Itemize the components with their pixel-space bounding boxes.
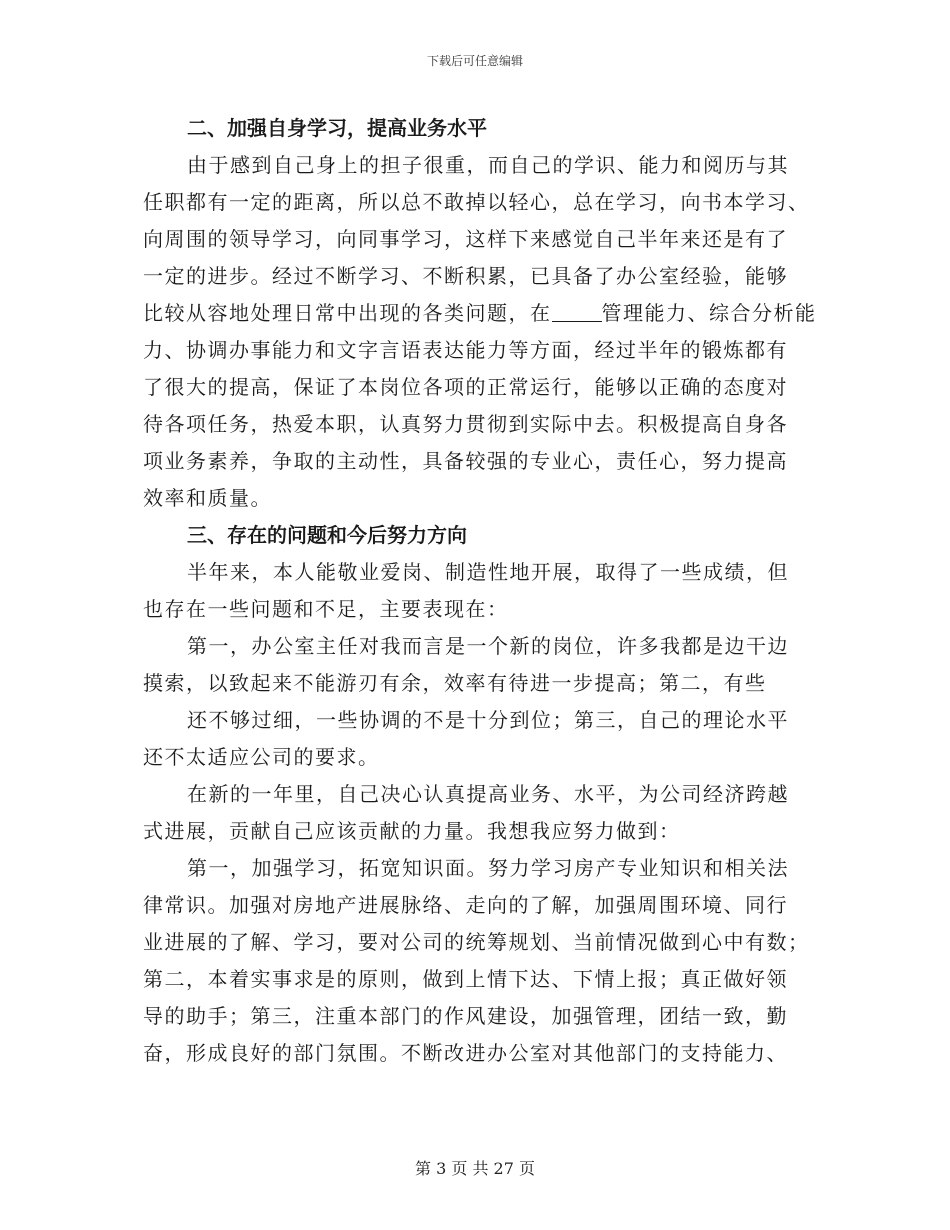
- text-line: 半年来，本人能敬业爱岗、制造性地开展，取得了一些成绩，但: [187, 560, 789, 584]
- section-heading-2: 二、加强自身学习，提高业务水平: [187, 116, 487, 140]
- text-segment: 比较从容地处理日常中出现的各类问题，在: [143, 301, 552, 325]
- text-line: 还不太适应公司的要求。: [143, 745, 380, 769]
- section-heading-3: 三、存在的问题和今后努力方向: [187, 523, 467, 547]
- section2-paragraph: [143, 147, 817, 517]
- text-line: 待各项任务，热爱本职，认真努力贯彻到实际中去。积极提高自身各: [143, 412, 788, 436]
- text-line: 导的助手；第三，注重本部门的作风建设，加强管理，团结一致，勤: [143, 1004, 788, 1028]
- page-number-footer: 第 3 页 共 27 页: [415, 1159, 535, 1178]
- text-segment: 管理能力、综合分析能: [601, 301, 817, 325]
- document-body: [143, 110, 817, 1072]
- section3-paragraph-3: [143, 702, 807, 776]
- text-line: 式进展，贡献自己应该贡献的力量。我想我应努力做到：: [143, 819, 681, 843]
- text-line: 项业务素养，争取的主动性，具备较强的专业心，责任心，努力提高: [143, 449, 788, 473]
- section3-paragraph-2: [143, 628, 807, 702]
- text-line: 律常识。加强对房地产进展脉络、走向的了解，加强周围环境、同行: [143, 893, 788, 917]
- text-line: 第二，本着实事求是的原则，做到上情下达、下情上报；真正做好领: [143, 967, 788, 991]
- page-header-note: 下载后可任意编辑: [426, 54, 523, 68]
- section3-paragraph-4: [143, 776, 807, 850]
- text-line: 任职都有一定的距离，所以总不敢掉以轻心，总在学习，向书本学习、: [143, 190, 810, 214]
- text-line: [143, 295, 817, 332]
- text-line: 向周围的领导学习，向同事学习，这样下来感觉自己半年来还是有了: [143, 227, 788, 251]
- text-line: 第一，加强学习，拓宽知识面。努力学习房产专业知识和相关法: [187, 856, 789, 880]
- text-line: 业进展的了解、学习，要对公司的统筹规划、当前情况做到心中有数；: [143, 930, 810, 954]
- text-line: 也存在一些问题和不足，主要表现在：: [143, 597, 509, 621]
- text-line: 一定的进步。经过不断学习、不断积累，已具备了办公室经验，能够: [143, 264, 788, 288]
- text-line: 了很大的提高，保证了本岗位各项的正常运行，能够以正确的态度对: [143, 375, 788, 399]
- text-line: 还不够过细，一些协调的不是十分到位；第三，自己的理论水平: [187, 708, 789, 732]
- section3-paragraph-5: [143, 850, 810, 1072]
- text-line: 摸索，以致起来不能游刃有余，效率有待进一步提高；第二，有些: [143, 671, 767, 695]
- blank-underline: [552, 301, 602, 322]
- text-line: 在新的一年里，自己决心认真提高业务、水平，为公司经济跨越: [187, 782, 789, 806]
- text-line: 效率和质量。: [143, 486, 272, 510]
- section3-paragraph-1: [143, 554, 807, 628]
- text-line: 由于感到自己身上的担子很重，而自己的学识、能力和阅历与其: [187, 153, 789, 177]
- text-line: 第一，办公室主任对我而言是一个新的岗位，许多我都是边干边: [187, 634, 789, 658]
- text-line: 奋，形成良好的部门氛围。不断改进办公室对其他部门的支持能力、: [143, 1041, 788, 1065]
- text-line: 力、协调办事能力和文字言语表达能力等方面，经过半年的锻炼都有: [143, 338, 788, 362]
